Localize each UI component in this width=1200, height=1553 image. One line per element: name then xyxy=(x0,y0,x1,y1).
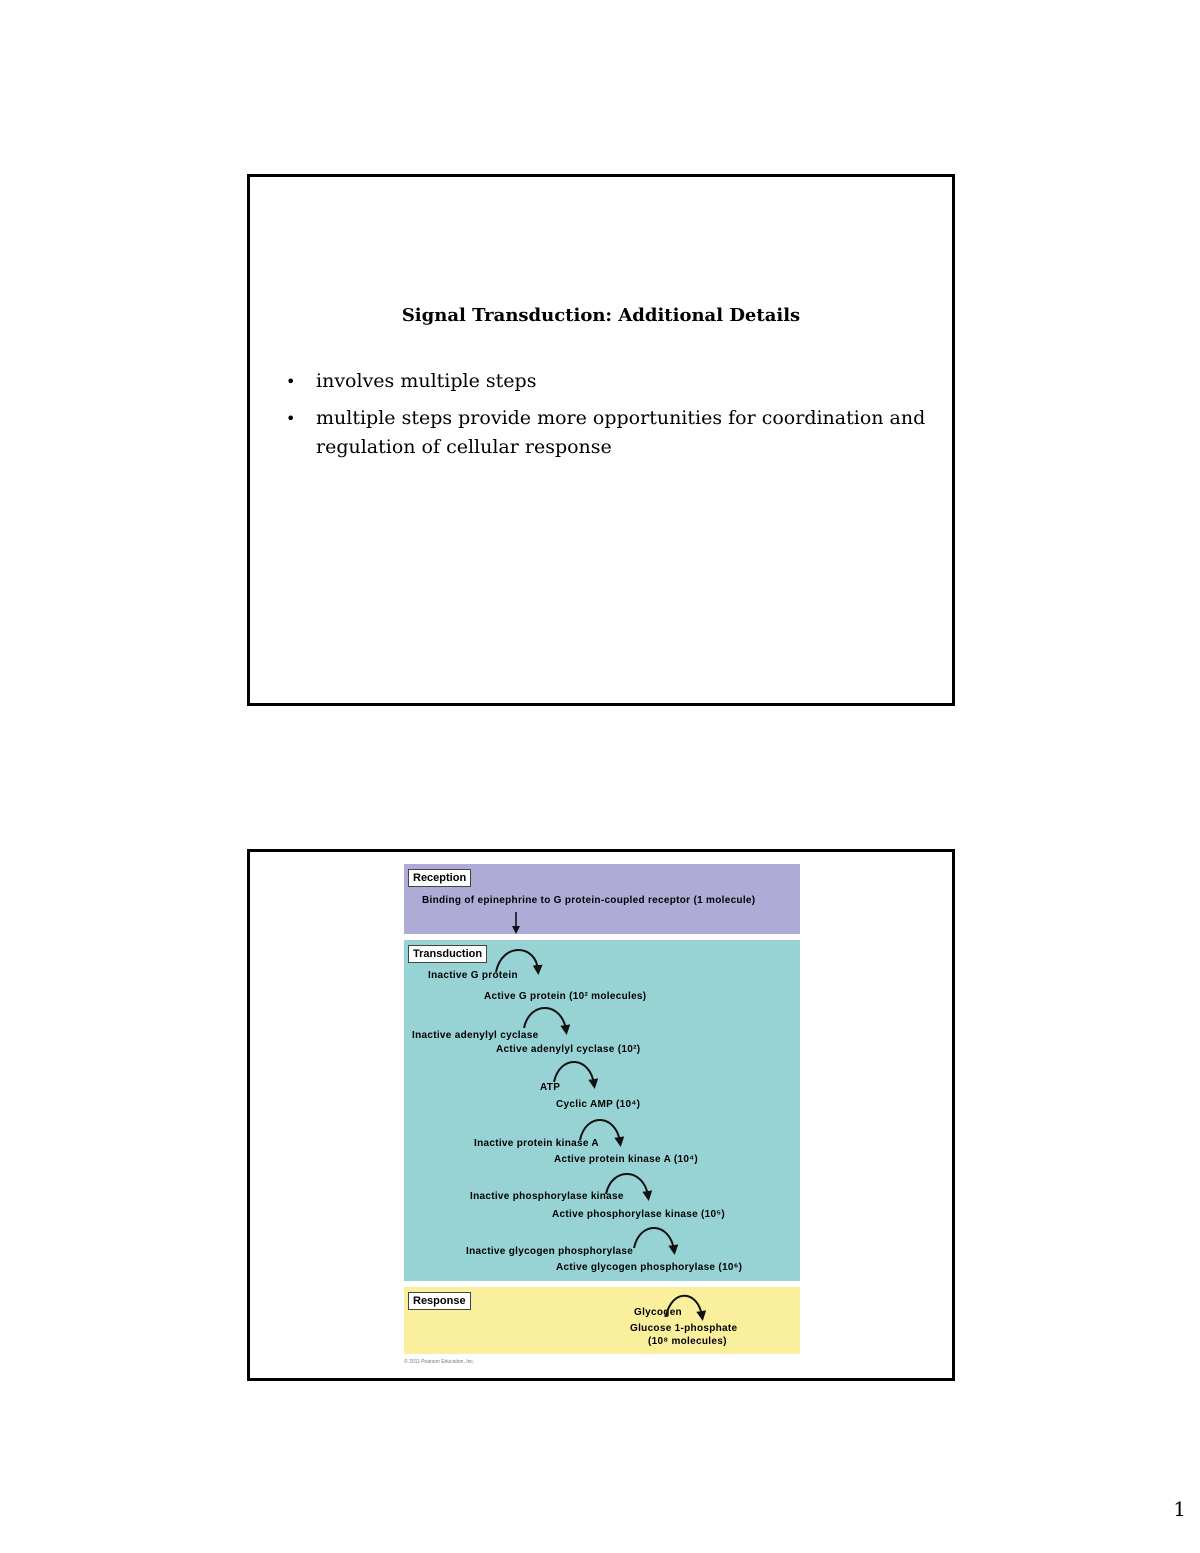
bullet-dot: • xyxy=(286,372,296,391)
step-6-inactive: Inactive glycogen phosphorylase xyxy=(466,1246,634,1257)
slide-title: Signal Transduction: Additional Details xyxy=(401,305,801,326)
transduction-tag: Transduction xyxy=(408,945,487,963)
figure-credit: © 2011 Pearson Education, Inc. xyxy=(404,1359,475,1365)
response-band xyxy=(404,1287,800,1354)
step-3-inactive: ATP xyxy=(540,1082,561,1093)
bullet-list xyxy=(286,367,926,470)
transduction-band xyxy=(404,940,800,1281)
response-product-count: (10⁸ molecules) xyxy=(648,1336,727,1347)
step-4-inactive: Inactive protein kinase A xyxy=(474,1138,599,1149)
reception-band xyxy=(404,864,800,934)
reception-text: Binding of epinephrine to G protein-coupled receptor (1 molecule) xyxy=(422,895,756,906)
step-1-inactive: Inactive G protein xyxy=(428,970,518,981)
bullet-item xyxy=(286,367,926,396)
page-number: 1 xyxy=(1173,1497,1186,1521)
reception-tag: Reception xyxy=(408,869,471,887)
response-product: Glucose 1-phosphate xyxy=(630,1323,738,1334)
response-tag: Response xyxy=(408,1292,471,1310)
response-substrate: Glycogen xyxy=(634,1307,682,1318)
step-2-active: Active adenylyl cyclase (10²) xyxy=(496,1044,641,1055)
slide-2 xyxy=(247,849,955,1381)
step-5-active: Active phosphorylase kinase (10⁵) xyxy=(552,1209,725,1220)
step-5-inactive: Inactive phosphorylase kinase xyxy=(470,1191,624,1202)
bullet-item xyxy=(286,404,926,462)
bullet-text: multiple steps provide more opportunities for coordination and regulation of cellular response xyxy=(316,407,926,458)
step-4-active: Active protein kinase A (10⁴) xyxy=(554,1154,699,1165)
step-3-active: Cyclic AMP (10⁴) xyxy=(556,1099,641,1110)
bullet-text: involves multiple steps xyxy=(316,370,537,392)
step-2-inactive: Inactive adenylyl cyclase xyxy=(412,1030,539,1041)
signal-cascade-figure xyxy=(404,864,800,1370)
step-1-active: Active G protein (10² molecules) xyxy=(484,991,647,1002)
bullet-dot: • xyxy=(286,409,296,428)
slide-1 xyxy=(247,174,955,706)
step-6-active: Active glycogen phosphorylase (10⁶) xyxy=(556,1262,743,1273)
